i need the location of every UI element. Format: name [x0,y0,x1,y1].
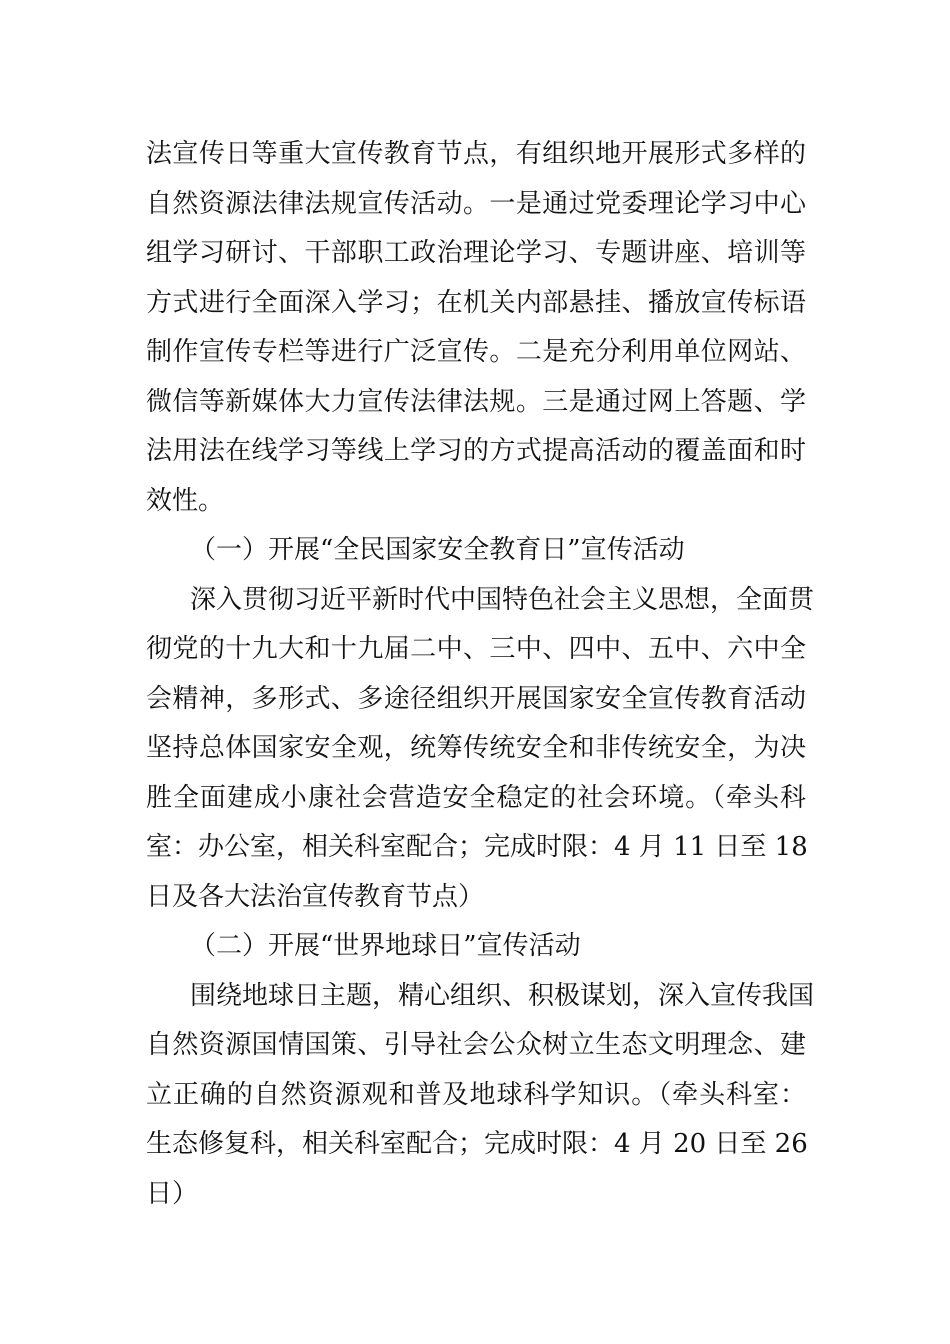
text-line: 会精神，多形式、多途径组织开展国家安全宣传教育活动 [146,683,806,714]
text-line: 生态修复科，相关科室配合；完成时限：4 月 20 日至 26 [146,1129,808,1159]
text-line: 效性。 [146,485,225,516]
text-line: 微信等新媒体大力宣传法律法规。三是通过网上答题、学 [146,386,806,417]
text-line: 组学习研讨、干部职工政治理论学习、专题讲座、培训等 [146,238,806,268]
text-line: 自然资源国情国策、引导社会公众树立生态文明理念、建 [146,1030,806,1060]
text-line: 深入贯彻习近平新时代中国特色社会主义思想，全面贯 [190,584,815,615]
text-line: 制作宣传专栏等进行广泛宣传。二是充分利用单位网站、 [146,337,806,367]
text-line: 自然资源法律法规宣传活动。一是通过党委理论学习中心 [146,188,806,219]
text-line: 围绕地球日主题，精心组织、积极谋划，深入宣传我国 [190,980,815,1011]
text-line: （二）开展“世界地球日”宣传活动 [190,931,581,961]
text-line: 方式进行全面深入学习；在机关内部悬挂、播放宣传标语 [146,287,806,318]
text-line: （一）开展“全民国家安全教育日”宣传活动 [190,535,685,565]
document-body [146,130,815,1219]
text-line: 胜全面建成小康社会营造安全稳定的社会环境。（牵头科 [146,782,806,813]
text-line: 立正确的自然资源观和普及地球科学知识。（牵头科室： [146,1079,806,1110]
text-line: 日） [146,1178,199,1209]
text-line: 法宣传日等重大宣传教育节点，有组织地开展形式多样的 [146,139,806,169]
text-line: 室：办公室，相关科室配合；完成时限：4 月 11 日至 18 [146,832,808,862]
text-line: 彻党的十九大和十九届二中、三中、四中、五中、六中全 [146,634,806,664]
text-line: 法用法在线学习等线上学习的方式提高活动的覆盖面和时 [146,436,806,466]
text-line: 日及各大法治宣传教育节点） [146,881,485,912]
text-line: 坚持总体国家安全观，统筹传统安全和非传统安全，为决 [146,733,806,763]
